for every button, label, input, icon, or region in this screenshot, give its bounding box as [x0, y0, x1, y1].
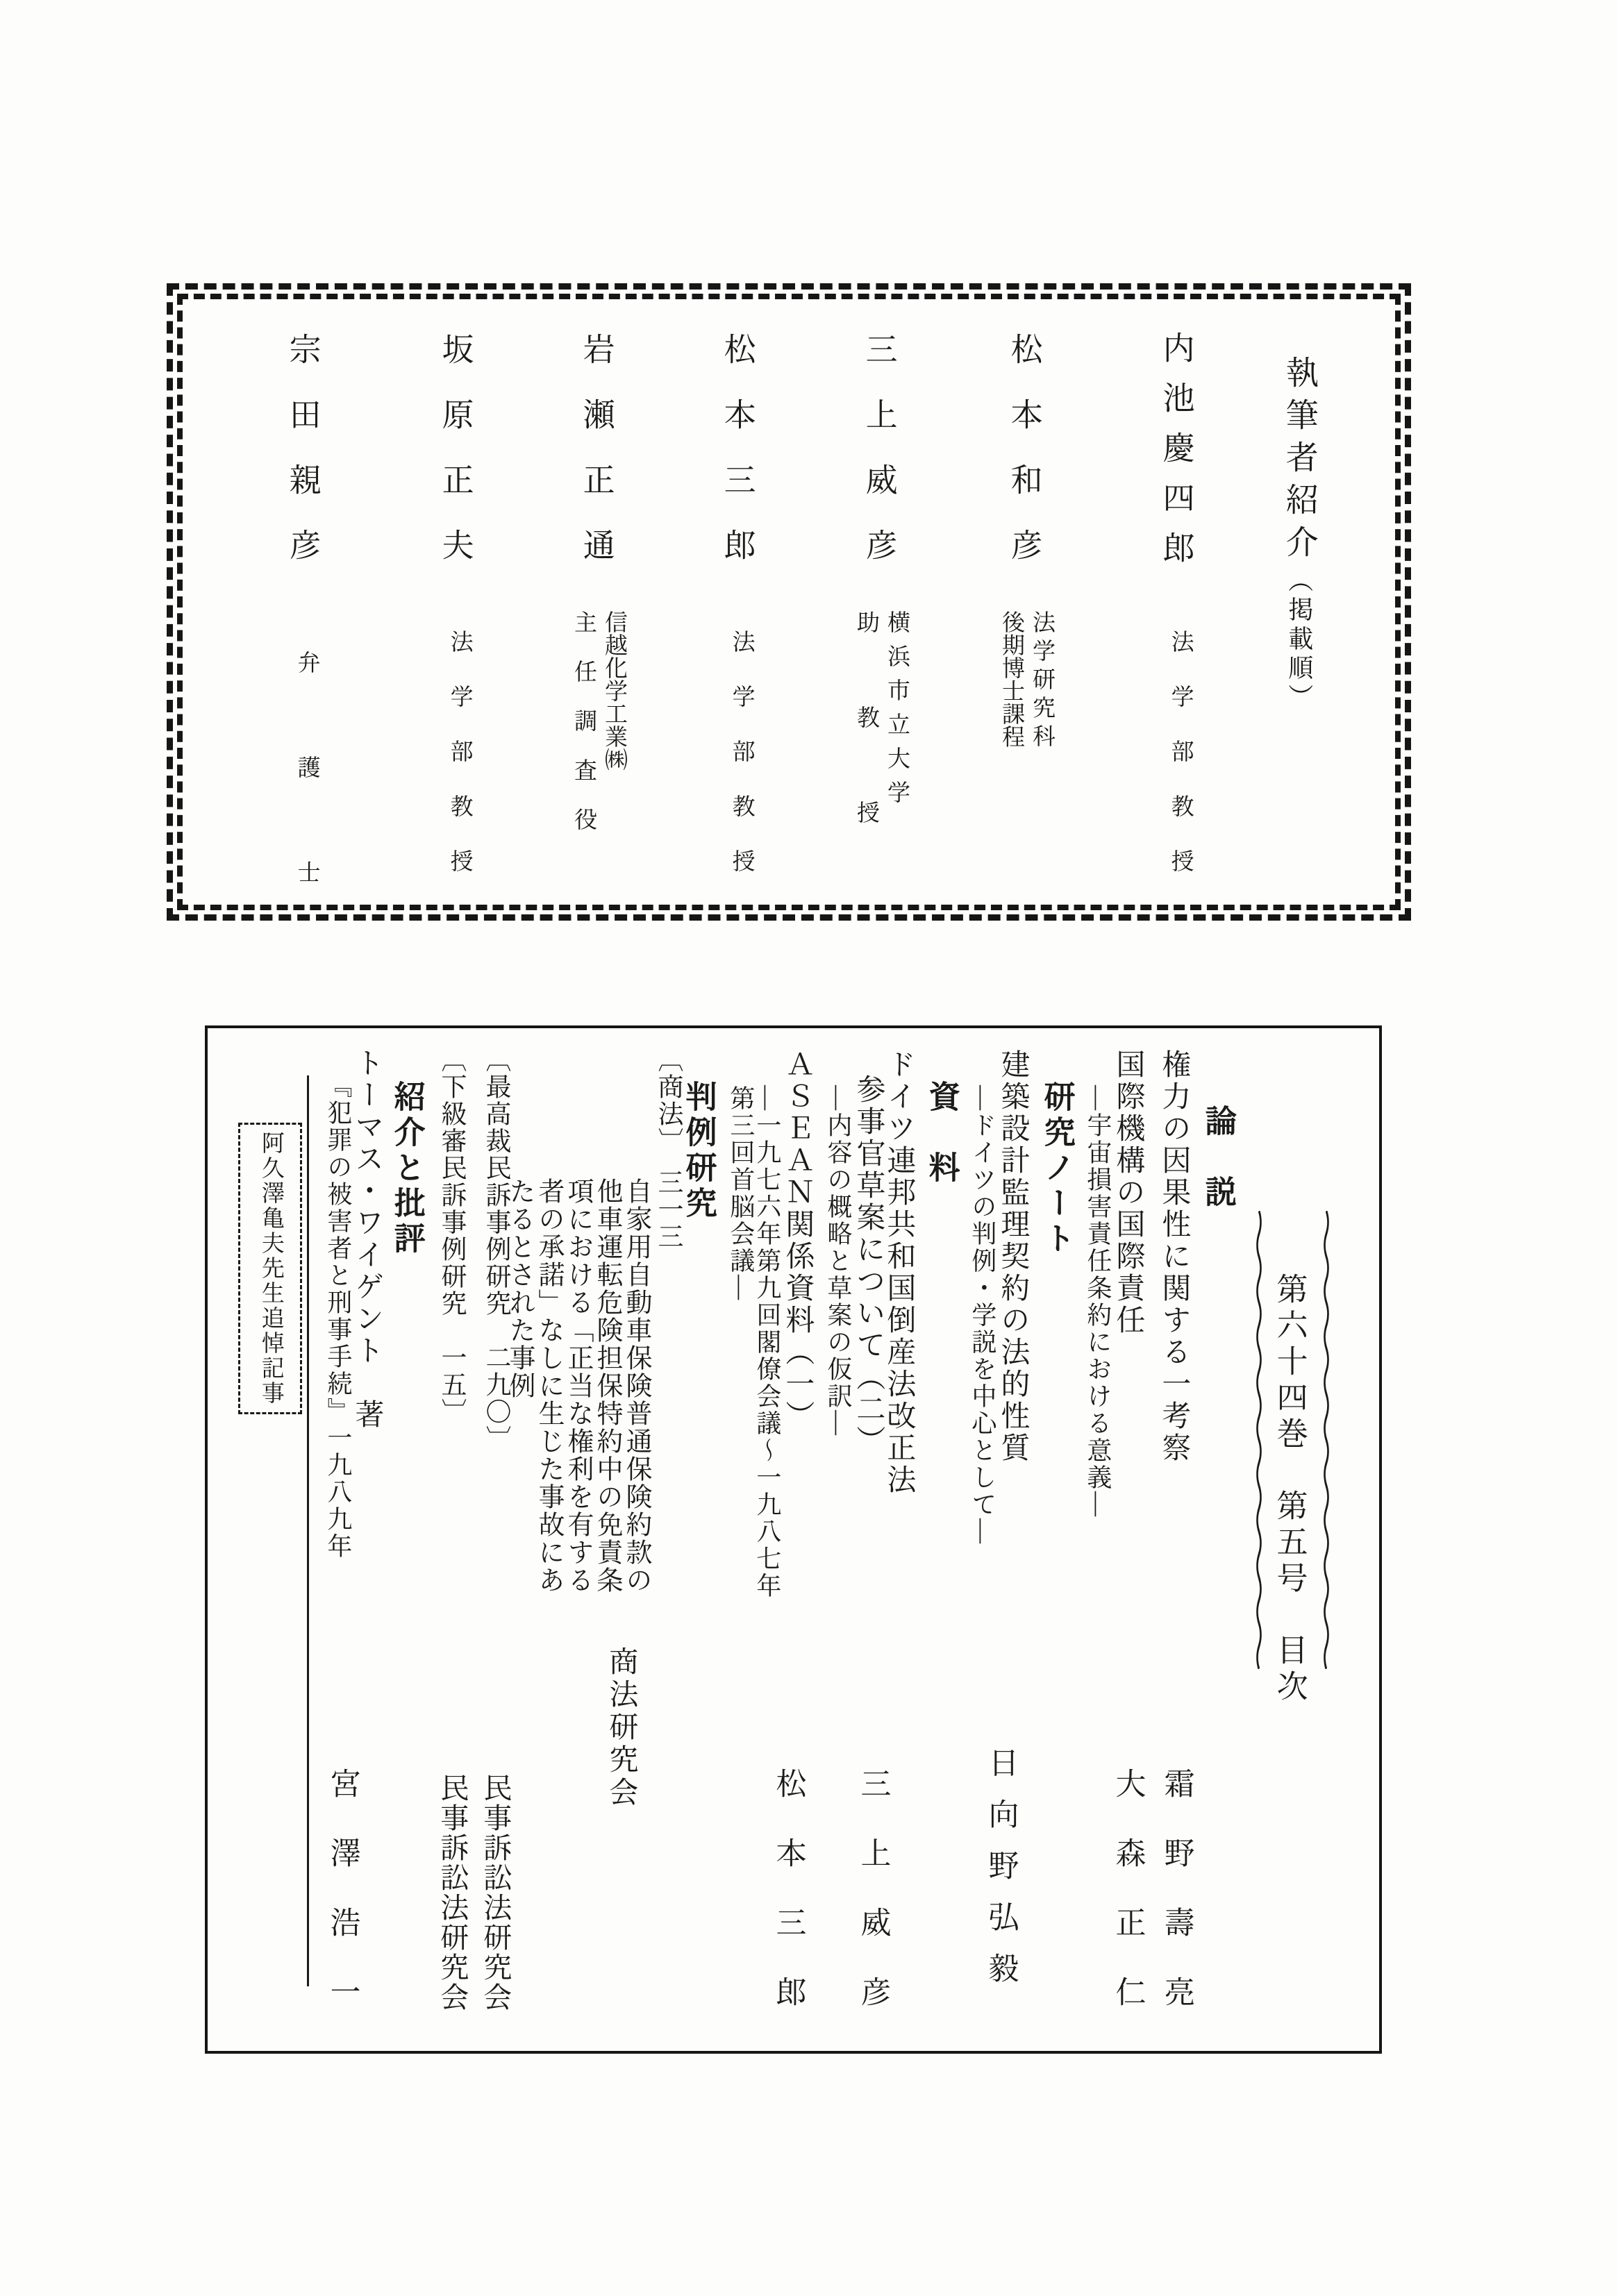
author-name: 岩瀬正通	[578, 333, 615, 594]
affiliation-line: 横浜市立大学	[884, 610, 909, 814]
toc-entry-subtitle: ―ドイツの判例・学説を中心として―	[968, 1085, 996, 1545]
author-affiliation: 法学部教授	[447, 630, 472, 904]
toc-entry-author: 民事訴訟法研究会	[436, 1773, 469, 2012]
toc-entry-author: 宮澤浩一	[325, 1768, 360, 2045]
toc-entry-label: 〔下級審民訴事例研究 一五〕	[436, 1046, 465, 1425]
section-header-shokai-hihyo: 紹介と批評	[389, 1080, 424, 1257]
author-name: 三上威彦	[861, 333, 897, 594]
toc-entry-title-line: 者の承諾」なしに生じた事故にあ	[534, 1178, 564, 1594]
toc-entry-subtitle-line2: 第三回首脳会議―	[726, 1085, 755, 1302]
toc-entry-label: 〔最高裁民訴事例研究 二九〇〕	[481, 1046, 510, 1452]
toc-entry-title: トーマス・ワイゲント 著	[351, 1048, 383, 1431]
toc-entry-author: 三上威彦	[856, 1768, 890, 2045]
affiliation-line: 信越化学工業㈱	[601, 610, 626, 771]
toc-box	[205, 1025, 1382, 2054]
section-header-kenkyu-note: 研究ノート	[1039, 1080, 1074, 1257]
affiliation-line: 法学研究科	[1029, 610, 1054, 753]
toc-entry-title-line: たるとされた事例	[505, 1178, 535, 1400]
wavy-rule-right	[1323, 1211, 1330, 1669]
toc-entry-title: 建築設計監理契約の法的性質	[996, 1049, 1029, 1464]
memorial-note-text: 阿久澤亀夫先生追悼記事	[258, 1131, 283, 1406]
section-header-shiryo: 資 料	[924, 1080, 959, 1187]
toc-entry-author: 大森正仁	[1110, 1768, 1145, 2045]
memorial-note-box	[238, 1123, 302, 1414]
toc-entry-subtitle: ―宇宙損害責任条約における意義―	[1083, 1085, 1112, 1518]
author-name: 宗田親彦	[285, 333, 321, 594]
toc-entry-title: 権力の因果性に関する一考察	[1158, 1049, 1190, 1464]
author-name: 坂原正夫	[437, 333, 474, 594]
toc-entry-title-line2: 『犯罪の被害者と刑事手続』一九八九年	[324, 1073, 352, 1560]
authors-box-title-note: （掲載順）	[1285, 567, 1313, 713]
section-header-hanrei-kenkyu: 判例研究	[681, 1080, 716, 1222]
author-name: 内池慶四郎	[1158, 331, 1194, 581]
toc-entry-title-line: 他車運転危険担保特約中の免責条	[592, 1178, 622, 1594]
toc-entry-title-line2: 参事官草案について（二）	[852, 1074, 885, 1457]
toc-entry-subtitle: ―一九七六年第九回閣僚会議～一九八七年	[753, 1085, 781, 1600]
toc-entry-author: 松本三郎	[771, 1768, 806, 2045]
author-name: 松本和彦	[1006, 333, 1042, 594]
toc-entry-author: 商法研究会	[605, 1646, 637, 1809]
section-header-ronsetsu: 論 説	[1200, 1105, 1235, 1211]
author-affiliation	[996, 610, 1057, 753]
column-separator-rule	[307, 1075, 309, 1986]
affiliation-line: 主任調査役	[571, 610, 596, 857]
authors-intro-box	[167, 283, 1411, 965]
toc-entry-author: 民事訴訟法研究会	[479, 1773, 512, 2012]
toc-entry-title: 国際機構の国際責任	[1112, 1049, 1144, 1336]
author-affiliation: 法学部教授	[728, 630, 754, 904]
toc-entry-author: 霜野壽亮	[1159, 1768, 1194, 2045]
author-affiliation	[568, 610, 629, 857]
affiliation-line: 助教授	[853, 610, 878, 896]
authors-intro-box-inner-frame	[177, 294, 1401, 910]
author-name: 松本三郎	[719, 333, 756, 594]
authors-box-title-text: 執筆者紹介	[1281, 355, 1317, 567]
toc-entry-title-line: 自家用自動車保険普通保険約款の	[622, 1178, 651, 1594]
toc-volume-title: 第六十四巻 第五号 目次	[1271, 1273, 1307, 1706]
toc-entry-subtitle: ―内容の概略と草案の仮訳―	[824, 1085, 852, 1437]
wavy-rule-left	[1256, 1211, 1262, 1669]
toc-entry-author: 日向野弘毅	[983, 1747, 1018, 2004]
author-affiliation: 法学部教授	[1167, 630, 1193, 904]
toc-entry-label: 〔商法〕 三一三	[653, 1046, 682, 1250]
affiliation-line: 後期博士課程	[999, 610, 1024, 748]
author-affiliation	[851, 610, 912, 896]
toc-entry-title: ＡＳＥＡＮ関係資料（一）	[781, 1049, 814, 1432]
authors-box-title	[1281, 355, 1317, 911]
toc-entry-title-line: 項における「正当な権利を有する	[563, 1178, 593, 1594]
toc-entry-title: ドイツ連邦共和国倒産法改正法	[883, 1049, 915, 1496]
author-affiliation: 弁護士	[294, 651, 319, 965]
